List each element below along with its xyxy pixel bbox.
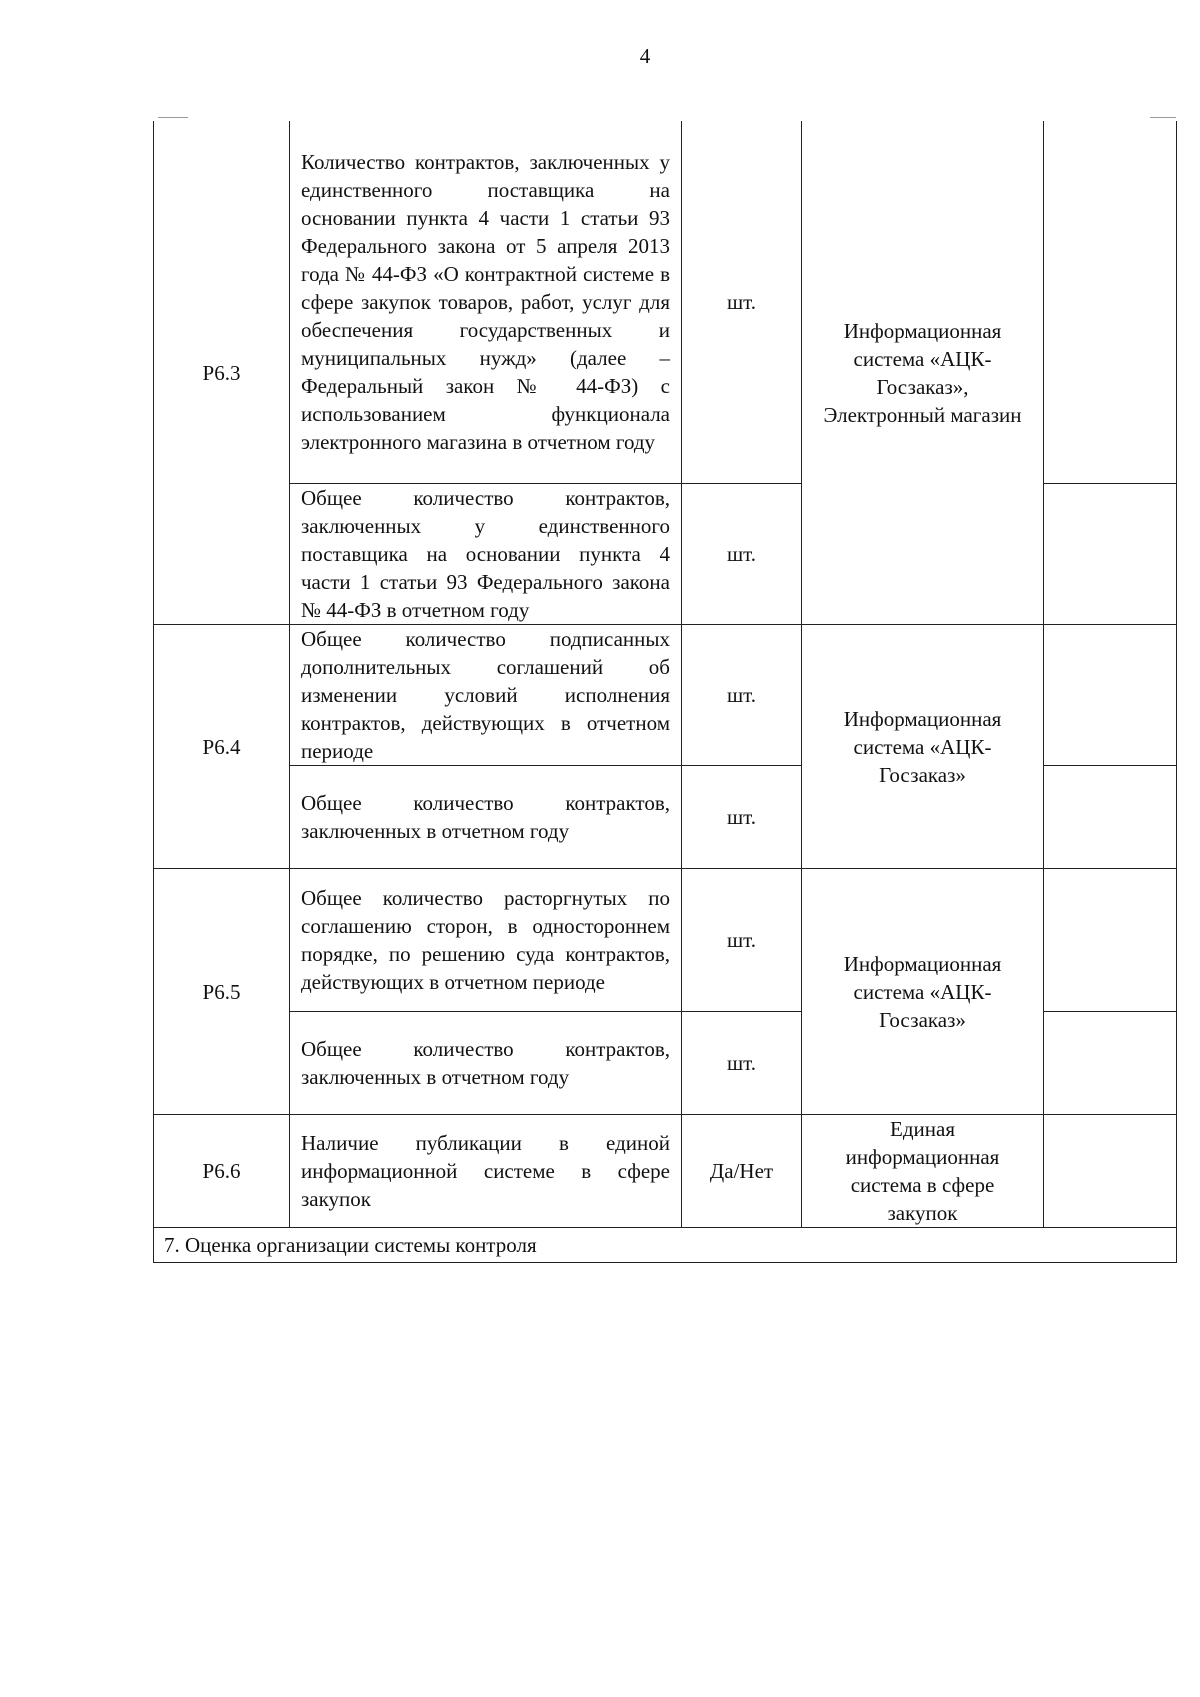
indicator-description: Общее количество контрактов, заключенных в отчетном году xyxy=(290,1012,682,1115)
value-cell xyxy=(1044,121,1177,484)
indicator-description: Общее количество расторгнутых по соглашению сторон, в одностороннем порядке, по решению суда контрактов, действующих в отчетном периоде xyxy=(290,869,682,1012)
indicator-description: Общее количество контрактов, заключенных в отчетном году xyxy=(290,766,682,869)
value-cell xyxy=(1044,484,1177,625)
section-heading: 7. Оценка организации системы контроля xyxy=(154,1228,1177,1263)
scan-artifact xyxy=(158,117,188,118)
unit-cell: шт. xyxy=(682,766,802,869)
table-row xyxy=(154,121,1177,484)
unit-cell: шт. xyxy=(682,625,802,766)
table-row xyxy=(154,1115,1177,1228)
value-cell xyxy=(1044,1012,1177,1115)
unit-cell: шт. xyxy=(682,1012,802,1115)
indicator-description: Количество контрактов, заключенных у единственного поставщика на основании пункта 4 части 1 статьи 93 Федерального закона от 5 апреля 2013 года № 44-ФЗ «О контрактной системе в сфере закупок товаров, работ, услуг для обеспечения государственных и муниципальных нужд» (далее – Федеральный закон № 44-ФЗ) с использованием функционала электронного магазина в отчетном году xyxy=(290,121,682,484)
data-source: Информационная система «АЦК-Госзаказ» xyxy=(802,625,1044,869)
data-source: Информационная система «АЦК-Госзаказ», Электронный магазин xyxy=(802,121,1044,625)
unit-cell: шт. xyxy=(682,121,802,484)
unit-cell: шт. xyxy=(682,869,802,1012)
value-cell xyxy=(1044,625,1177,766)
table-row xyxy=(154,625,1177,766)
data-source: Информационная система «АЦК-Госзаказ» xyxy=(802,869,1044,1115)
indicator-description: Наличие публикации в единой информационной системе в сфере закупок xyxy=(290,1115,682,1228)
unit-cell: Да/Нет xyxy=(682,1115,802,1228)
indicator-description: Общее количество контрактов, заключенных у единственного поставщика на основании пункта 4 части 1 статьи 93 Федерального закона № 44-ФЗ в отчетном году xyxy=(290,484,682,625)
row-code: Р6.5 xyxy=(154,869,290,1115)
data-source: Единая информационная система в сфере закупок xyxy=(802,1115,1044,1228)
unit-cell: шт. xyxy=(682,484,802,625)
scan-artifact xyxy=(1150,117,1176,118)
value-cell xyxy=(1044,869,1177,1012)
table-row xyxy=(154,869,1177,1012)
value-cell xyxy=(1044,1115,1177,1228)
indicator-description: Общее количество подписанных дополнительных соглашений об изменении условий исполнения контрактов, действующих в отчетном периоде xyxy=(290,625,682,766)
page-number: 4 xyxy=(639,44,651,68)
criteria-table xyxy=(153,121,1177,1263)
table-row xyxy=(154,1228,1177,1263)
value-cell xyxy=(1044,766,1177,869)
row-code: Р6.6 xyxy=(154,1115,290,1228)
row-code: Р6.3 xyxy=(154,121,290,625)
row-code: Р6.4 xyxy=(154,625,290,869)
